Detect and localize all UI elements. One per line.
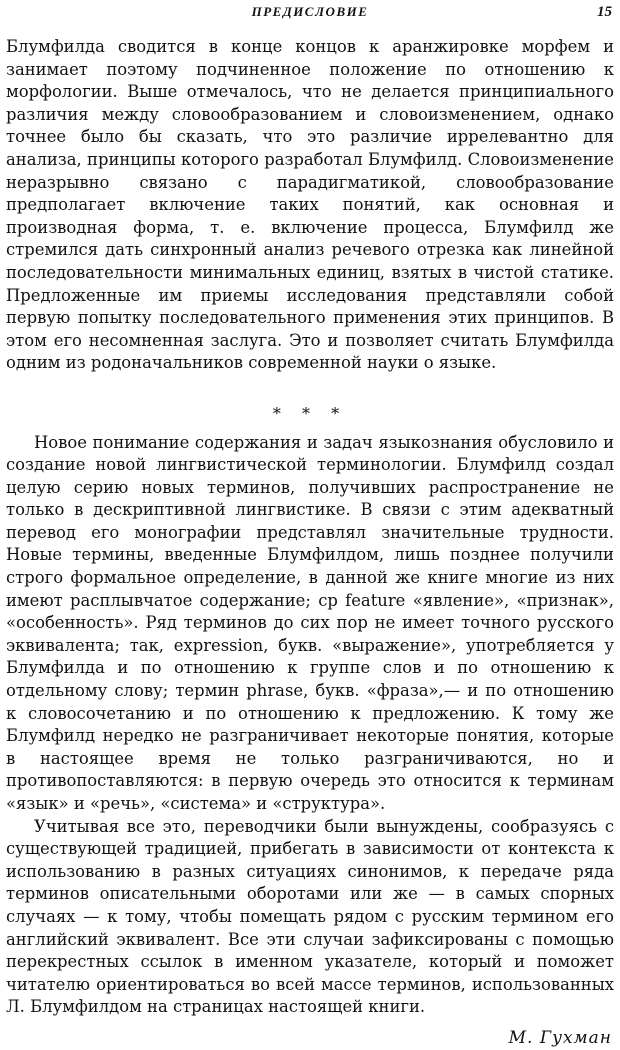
page-body (6, 36, 614, 1050)
running-title: ПРЕДИСЛОВИЕ (251, 4, 369, 19)
paragraph: Учитывая все это, переводчики были вынуждены, сообразуясь с существующей традицией, прибегать в зависимости от контекста к использованию в разных ситуациях синонимов, к передаче ряда терминов описательными оборотами или же — в самых спорных случаях — к тому, чтобы помещать рядом с русским термином его английский эквивалент. Все эти случаи зафиксированы с помощью перекрестных ссылок в именном указателе, который и поможет читателю ориентироваться во всей массе терминов, использованных Л. Блумфилдом на страницах настоящей книги. (6, 816, 614, 1017)
page-number: 15 (597, 4, 612, 20)
author-signature: М. Гухман (508, 1027, 612, 1048)
paragraph: Новое понимание содержания и задач языкознания обусловило и создание новой лингвистической терминологии. Блумфилд создал целую серию новых терминов, получивших распространение не только в дескриптивной лингвистике. В связи с этим адекватный перевод его монографии представлял значительные трудности. Новые термины, введенные Блумфилдом, лишь позднее получили строго формальное определение, в данной же книге многие из них имеют расплывчатое содержание; ср feature «явление», «признак», «особенность». Ряд терминов до сих пор не имеет точного русского эквивалента; так, expression, букв. «выражение», употребляется у Блумфилда и по отношению к группе слов и по отношению к отдельному слову; термин phrase, букв. «фраза»,— и по отношению к словосочетанию и по отношению к предложению. К тому же Блумфилд нередко не разграничивает некоторые понятия, которые в настоящее время не только разграничиваются, но и противопоставляются: в первую очередь это относится к терминам «язык» и «речь», «система» и «структура». (6, 432, 614, 813)
paragraph: Блумфилда сводится в конце концов к аранжировке морфем и занимает поэтому подчиненное положение по отношению к морфологии. Выше отмечалось, что не делается принципиального различия между словообразованием и словоизменением, однако точнее было бы сказать, что это различие иррелевантно для анализа, принципы которого разработал Блумфилд. Словоизменение неразрывно связано с парадигматикой, словообразование предполагает включение таких понятий, как основная и производная форма, т. е. включение процесса, Блумфилд же стремился дать синхронный анализ речевого отрезка как линейной последовательности минимальных единиц, взятых в чистой статике. Предложенные им приемы исследования представляли собой первую попытку последовательного применения этих принципов. В этом его несомненная заслуга. Это и позволяет считать Блумфилда одним из родоначальников современной науки о языке. (6, 37, 614, 373)
page-header (0, 4, 620, 24)
section-divider: * * * (272, 403, 348, 423)
